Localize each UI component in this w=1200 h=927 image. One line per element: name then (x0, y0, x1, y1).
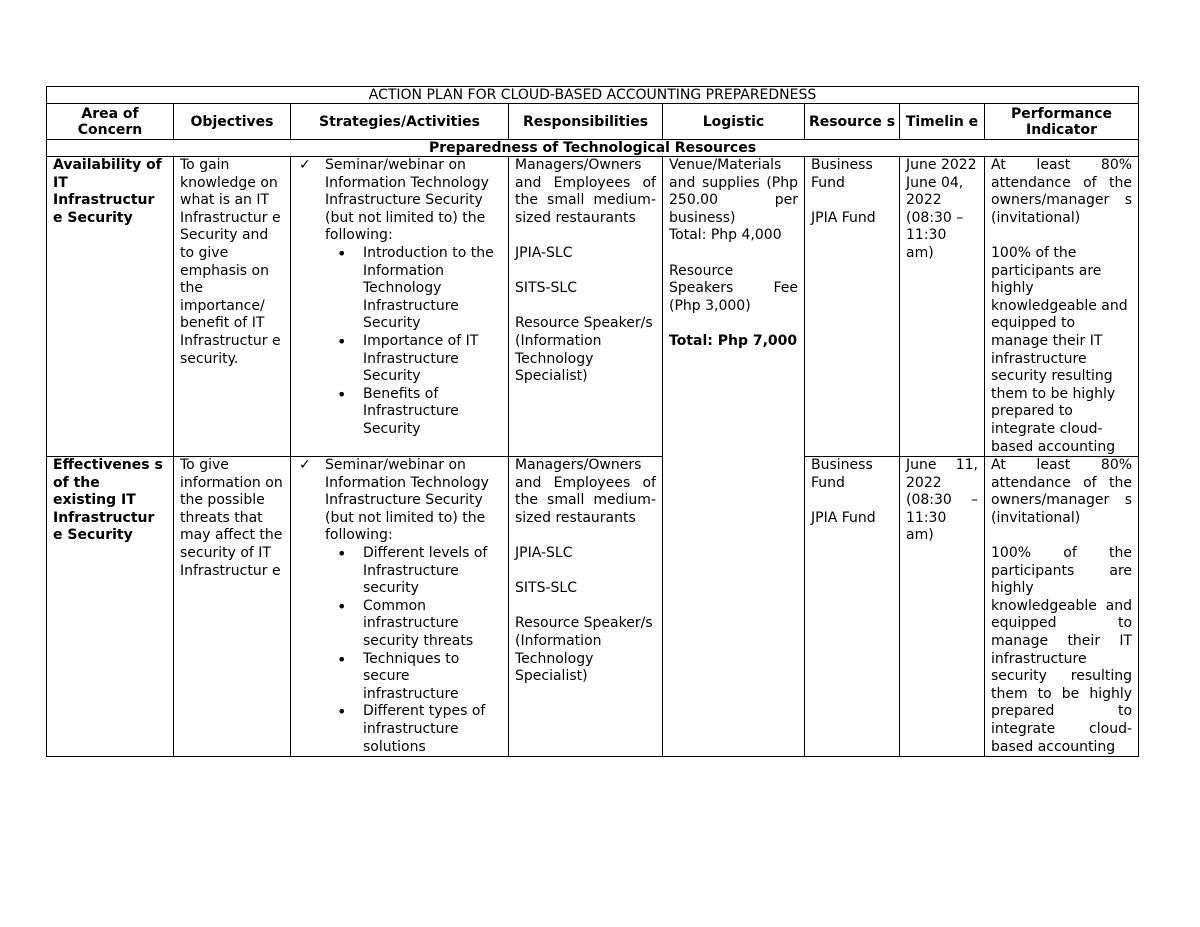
performance-item: 100% of the participants are highly knowledgeable and equipped to manage their IT infrastructure security resulting them to be highly prepared to integrate cloud-based accounting (991, 545, 1133, 755)
strategy-list (299, 245, 502, 439)
table-title: ACTION PLAN FOR CLOUD-BASED ACCOUNTING PREPAREDNESS (47, 87, 1139, 104)
performance-item: At least 80% attendance of the owners/manager s (invitational) (991, 457, 1133, 526)
list-item: • Importance of IT Infrastructure Security (337, 333, 502, 386)
strategies-cell (291, 457, 509, 757)
logistic-line: Total: Php 4,000 (669, 227, 782, 244)
strategy-list (299, 545, 502, 756)
timeline: June 2022 June 04, 2022 (08:30 – 11:30 am) (900, 157, 985, 457)
timeline: June 11, 2022 (08:30 – 11:30 am) (900, 457, 985, 757)
performance-item: 100% of the participants are highly knowledgeable and equipped to manage their IT infrastructure security resulting them to be highly prepared to integrate cloud-based accounting (991, 244, 1128, 455)
logistic-line: Venue/Materials and supplies (Php 250.00 per business) (669, 157, 798, 226)
header-area: Area of Concern (47, 104, 174, 140)
responsibility-item: Managers/Owners and Employees of the small medium-sized restaurants (515, 457, 656, 526)
resource-item: Business Fund (811, 157, 873, 191)
list-item: • Introduction to the Information Technology Infrastructure Security (337, 245, 502, 333)
responsibility-item: JPIA-SLC (515, 244, 573, 261)
performance-cell (985, 157, 1139, 457)
checkmark-icon: ✓ (299, 157, 311, 173)
strategy-main: Seminar/webinar on Information Technology Infrastructure Security (but not limited to) the following: (325, 157, 489, 244)
resource-item: Business Fund (811, 457, 873, 491)
performance-item: At least 80% attendance of the owners/manager s (invitational) (991, 157, 1133, 226)
list-item: • Benefits of Infrastructure Security (337, 386, 502, 439)
strategies-cell (291, 157, 509, 457)
logistic-cell (663, 157, 805, 457)
resources-cell (805, 157, 900, 457)
table-row (47, 457, 1139, 757)
header-strategies: Strategies/Activities (291, 104, 509, 140)
list-item: • Different levels of Infrastructure security (337, 545, 502, 598)
header-performance: Performance Indicator (985, 104, 1139, 140)
list-item: • Different types of infrastructure solutions (337, 703, 502, 756)
performance-cell (985, 457, 1139, 757)
resource-item: JPIA Fund (811, 509, 876, 526)
responsibility-item: SITS-SLC (515, 280, 577, 297)
checkmark-icon: ✓ (299, 457, 311, 474)
area-of-concern: Effectivenes s of the existing IT Infrastructur e Security (47, 457, 174, 757)
responsibility-item: SITS-SLC (515, 580, 577, 597)
responsibility-item: Managers/Owners and Employees of the small medium-sized restaurants (515, 157, 656, 226)
responsibilities-cell (509, 157, 663, 457)
section-title: Preparedness of Technological Resources (47, 140, 1139, 157)
resource-item: JPIA Fund (811, 209, 876, 226)
table-row (47, 157, 1139, 457)
responsibility-item: Resource Speaker/s (Information Technology Specialist) (515, 315, 653, 385)
action-plan-document (46, 86, 1138, 757)
list-item: • Techniques to secure infrastructure (337, 651, 502, 704)
logistic-cell-continued (663, 457, 805, 757)
objective: To gain knowledge on what is an IT Infrastructur e Security and to give emphasis on the importance/ benefit of IT Infrastructur e security. (174, 157, 291, 457)
header-responsibilities: Responsibilities (509, 104, 663, 140)
responsibility-item: Resource Speaker/s (Information Technology Specialist) (515, 615, 653, 685)
action-plan-table (46, 86, 1139, 757)
header-objectives: Objectives (174, 104, 291, 140)
area-of-concern: Availability of IT Infrastructur e Security (47, 157, 174, 457)
list-item: • Common infrastructure security threats (337, 598, 502, 651)
objective: To give information on the possible threats that may affect the security of IT Infrastructur e (174, 457, 291, 757)
logistic-line: Resource Speakers Fee (Php 3,000) (669, 262, 798, 314)
strategy-main: Seminar/webinar on Information Technology Infrastructure Security (but not limited to) the following: (325, 457, 489, 544)
header-logistic: Logistic (663, 104, 805, 140)
responsibility-item: JPIA-SLC (515, 545, 573, 562)
responsibilities-cell (509, 457, 663, 757)
header-resources: Resource s (805, 104, 900, 140)
logistic-total: Total: Php 7,000 (669, 332, 798, 349)
resources-cell (805, 457, 900, 757)
header-timeline: Timelin e (900, 104, 985, 140)
